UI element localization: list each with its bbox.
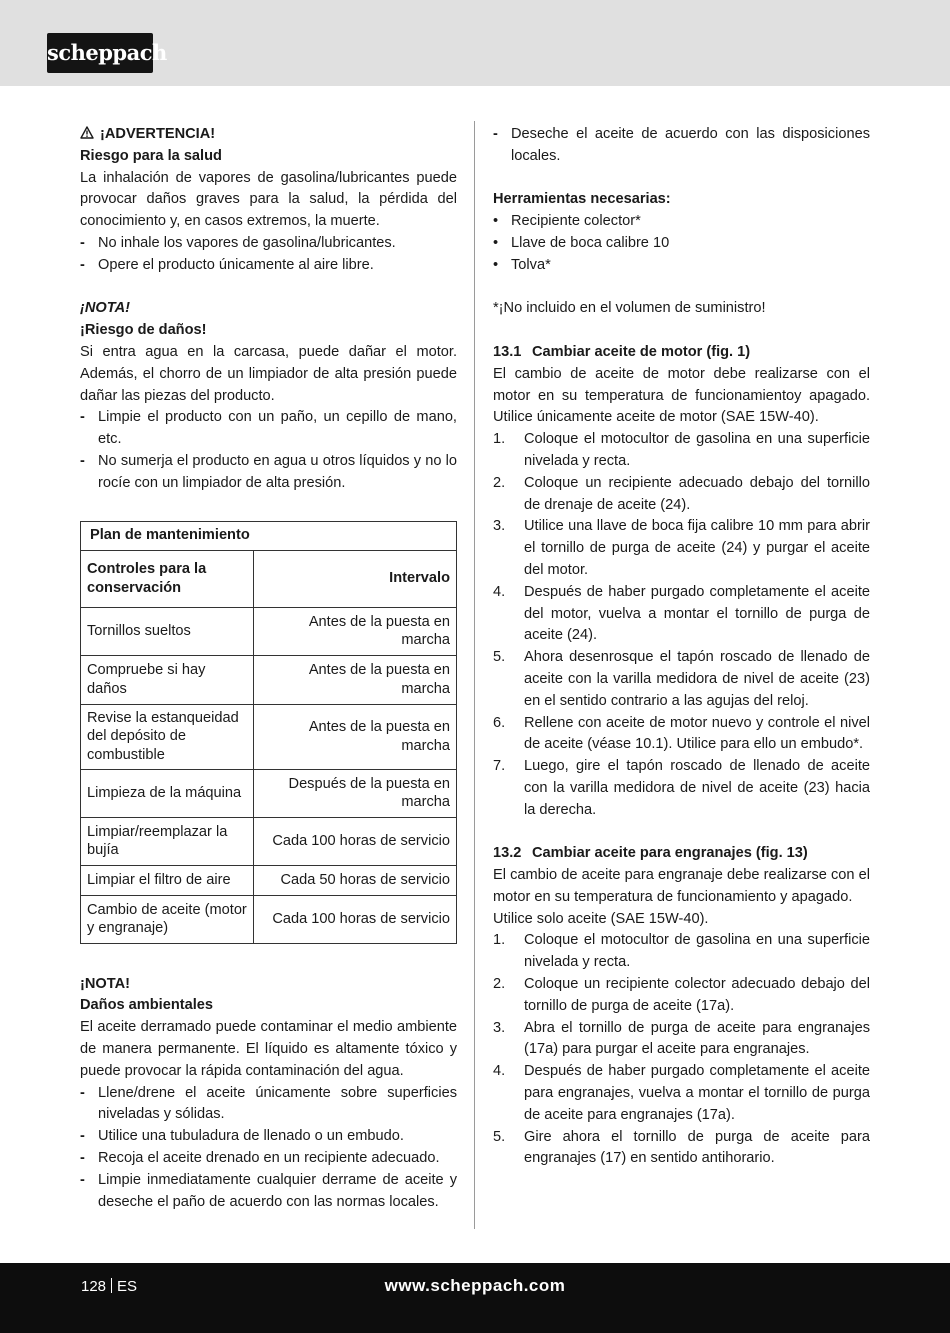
- section-13-1-intro: El cambio de aceite de motor debe realizarse con el motor en su temperatura de funcionamientoy apagado. Utilice únicamente aceite de motor (SAE 15W-40).: [493, 365, 870, 426]
- header-bar: [0, 0, 950, 86]
- list-item: - Deseche el aceite de acuerdo con las disposiciones locales.: [493, 126, 870, 164]
- warning-text: La inhalación de vapores de gasolina/lubricantes puede provocar daños graves para la salud, la pérdida del conocimiento y, en casos extremos, la muerte.: [80, 169, 457, 230]
- list-item: - Recoja el aceite drenado en un recipiente adecuado.: [80, 1149, 440, 1166]
- list-item: 3. Abra el tornillo de purga de aceite para engranajes (17a) para purgar el aceite para engranajes.: [493, 1019, 870, 1058]
- column-divider: [474, 121, 475, 1229]
- list-item: - Limpie inmediatamente cualquier derrame de aceite y deseche el paño de acuerdo con las normas locales.: [80, 1171, 457, 1210]
- scheppach-logo: scheppach: [47, 33, 153, 73]
- right-column: [493, 124, 870, 1170]
- list-item: 1. Coloque el motocultor de gasolina en una superficie nivelada y recta.: [493, 932, 870, 971]
- footer-bar: [0, 1263, 950, 1333]
- table-row: Limpiar el filtro de aire Cada 50 horas de servicio: [81, 865, 457, 895]
- table-header-interval: Intervalo: [254, 550, 457, 607]
- list-item: 4. Después de haber purgado completamente el aceite del motor, vuelva a montar el tornillo de purga de aceite (24).: [493, 583, 870, 644]
- list-item: - Limpie el producto con un paño, un cepillo de mano, etc.: [80, 409, 457, 448]
- section-heading-13-2: 13.2 Cambiar aceite para engranajes (fig. 13): [493, 845, 808, 862]
- language-code: ES: [117, 1278, 138, 1295]
- section-heading-13-1: 13.1 Cambiar aceite de motor (fig. 1): [493, 343, 751, 360]
- website-url: www.scheppach.com: [384, 1276, 566, 1295]
- list-item: 5. Gire ahora el tornillo de purga de aceite para engranajes (17) en sentido antihorario.: [493, 1128, 870, 1167]
- table-row: Cambio de aceite (motor y engranaje) Cada 100 horas de servicio: [81, 895, 457, 943]
- list-item: 7. Luego, gire el tapón roscado de llenado de aceite con la varilla medidora de nivel de aceite (23) hacia la derecha.: [493, 758, 870, 818]
- footnote: *¡No incluido en el volumen de suministro!: [493, 300, 766, 317]
- table-row: Compruebe si hay daños Antes de la puesta en marcha: [81, 655, 457, 704]
- list-item: 2. Coloque un recipiente adecuado debajo del tornillo de drenaje de aceite (24).: [493, 474, 870, 513]
- warning-heading: [80, 124, 457, 146]
- table-header-checks: Controles para la conservación: [81, 550, 254, 607]
- list-item: • Tolva*: [493, 256, 551, 273]
- warning-subtitle: Riesgo para la salud: [80, 147, 222, 164]
- list-item: - Llene/drene el aceite únicamente sobre superficies niveladas y sólidas.: [80, 1084, 457, 1123]
- table-row: Tornillos sueltos Antes de la puesta en marcha: [81, 607, 457, 655]
- note2-title: ¡NOTA!: [80, 975, 130, 992]
- list-item: 3. Utilice una llave de boca fija calibre 10 mm para abrir el tornillo de purga de aceite (24) y purgar el aceite del motor.: [493, 518, 870, 578]
- list-item: - Opere el producto únicamente al aire libre.: [80, 256, 374, 273]
- list-item: 5. Ahora desenrosque el tapón roscado de llenado de aceite con la varilla medidora de nivel de aceite (23) en el sentido contrario a las agujas del reloj.: [493, 649, 870, 709]
- note1-text: Si entra agua en la carcasa, puede dañar el motor. Además, el chorro de un limpiador de alta presión puede dañar las piezas del producto.: [80, 343, 457, 404]
- note1-title: ¡NOTA!: [80, 300, 130, 317]
- list-item: 4. Después de haber purgado completamente el aceite para engranajes, vuelva a montar el tornillo de purga de aceite para engranajes (17a).: [493, 1063, 870, 1123]
- section-13-2-intro2: Utilice solo aceite (SAE 15W-40).: [493, 910, 709, 927]
- table-row: Limpiar/reemplazar la bujía Cada 100 horas de servicio: [81, 817, 457, 865]
- note2-text: El aceite derramado puede contaminar el medio ambiente de manera permanente. El líquido es altamente tóxico y puede provocar la rápida contaminación del agua.: [80, 1019, 457, 1079]
- list-item: • Llave de boca calibre 10: [493, 234, 670, 251]
- list-item: • Recipiente colector*: [493, 213, 641, 230]
- list-item: 1. Coloque el motocultor de gasolina en una superficie nivelada y recta.: [493, 431, 870, 469]
- maintenance-plan-table: [80, 521, 457, 944]
- list-item: - No inhale los vapores de gasolina/lubricantes.: [80, 234, 396, 251]
- list-item: - No sumerja el producto en agua u otros líquidos y no lo rocíe con un limpiador de alta presión.: [80, 452, 457, 491]
- page-number: 128 ES: [81, 1278, 138, 1295]
- warning-triangle-icon: [80, 126, 94, 139]
- note1-subtitle: ¡Riesgo de daños!: [80, 322, 207, 339]
- warning-title: ¡ADVERTENCIA!: [100, 126, 216, 142]
- table-title: Plan de mantenimiento: [81, 521, 457, 550]
- table-row: Revise la estanqueidad del depósito de combustible Antes de la puesta en marcha: [81, 704, 457, 769]
- list-item: - Utilice una tubuladura de llenado o un embudo.: [80, 1128, 404, 1145]
- table-row: Limpieza de la máquina Después de la puesta en marcha: [81, 769, 457, 817]
- note2-subtitle: Daños ambientales: [80, 997, 214, 1014]
- tools-title: Herramientas necesarias:: [493, 191, 671, 208]
- list-item: 2. Coloque un recipiente colector adecuado debajo del tornillo de purga de aceite (17a).: [493, 976, 870, 1014]
- list-item: 6. Rellene con aceite de motor nuevo y controle el nivel de aceite (véase 10.1). Utilice para ello un embudo*.: [493, 714, 870, 753]
- left-column: [80, 124, 457, 1213]
- section-13-2-intro: El cambio de aceite para engranaje debe realizarse con el motor en su temperatura de funcionamiento y apagado.: [493, 867, 870, 905]
